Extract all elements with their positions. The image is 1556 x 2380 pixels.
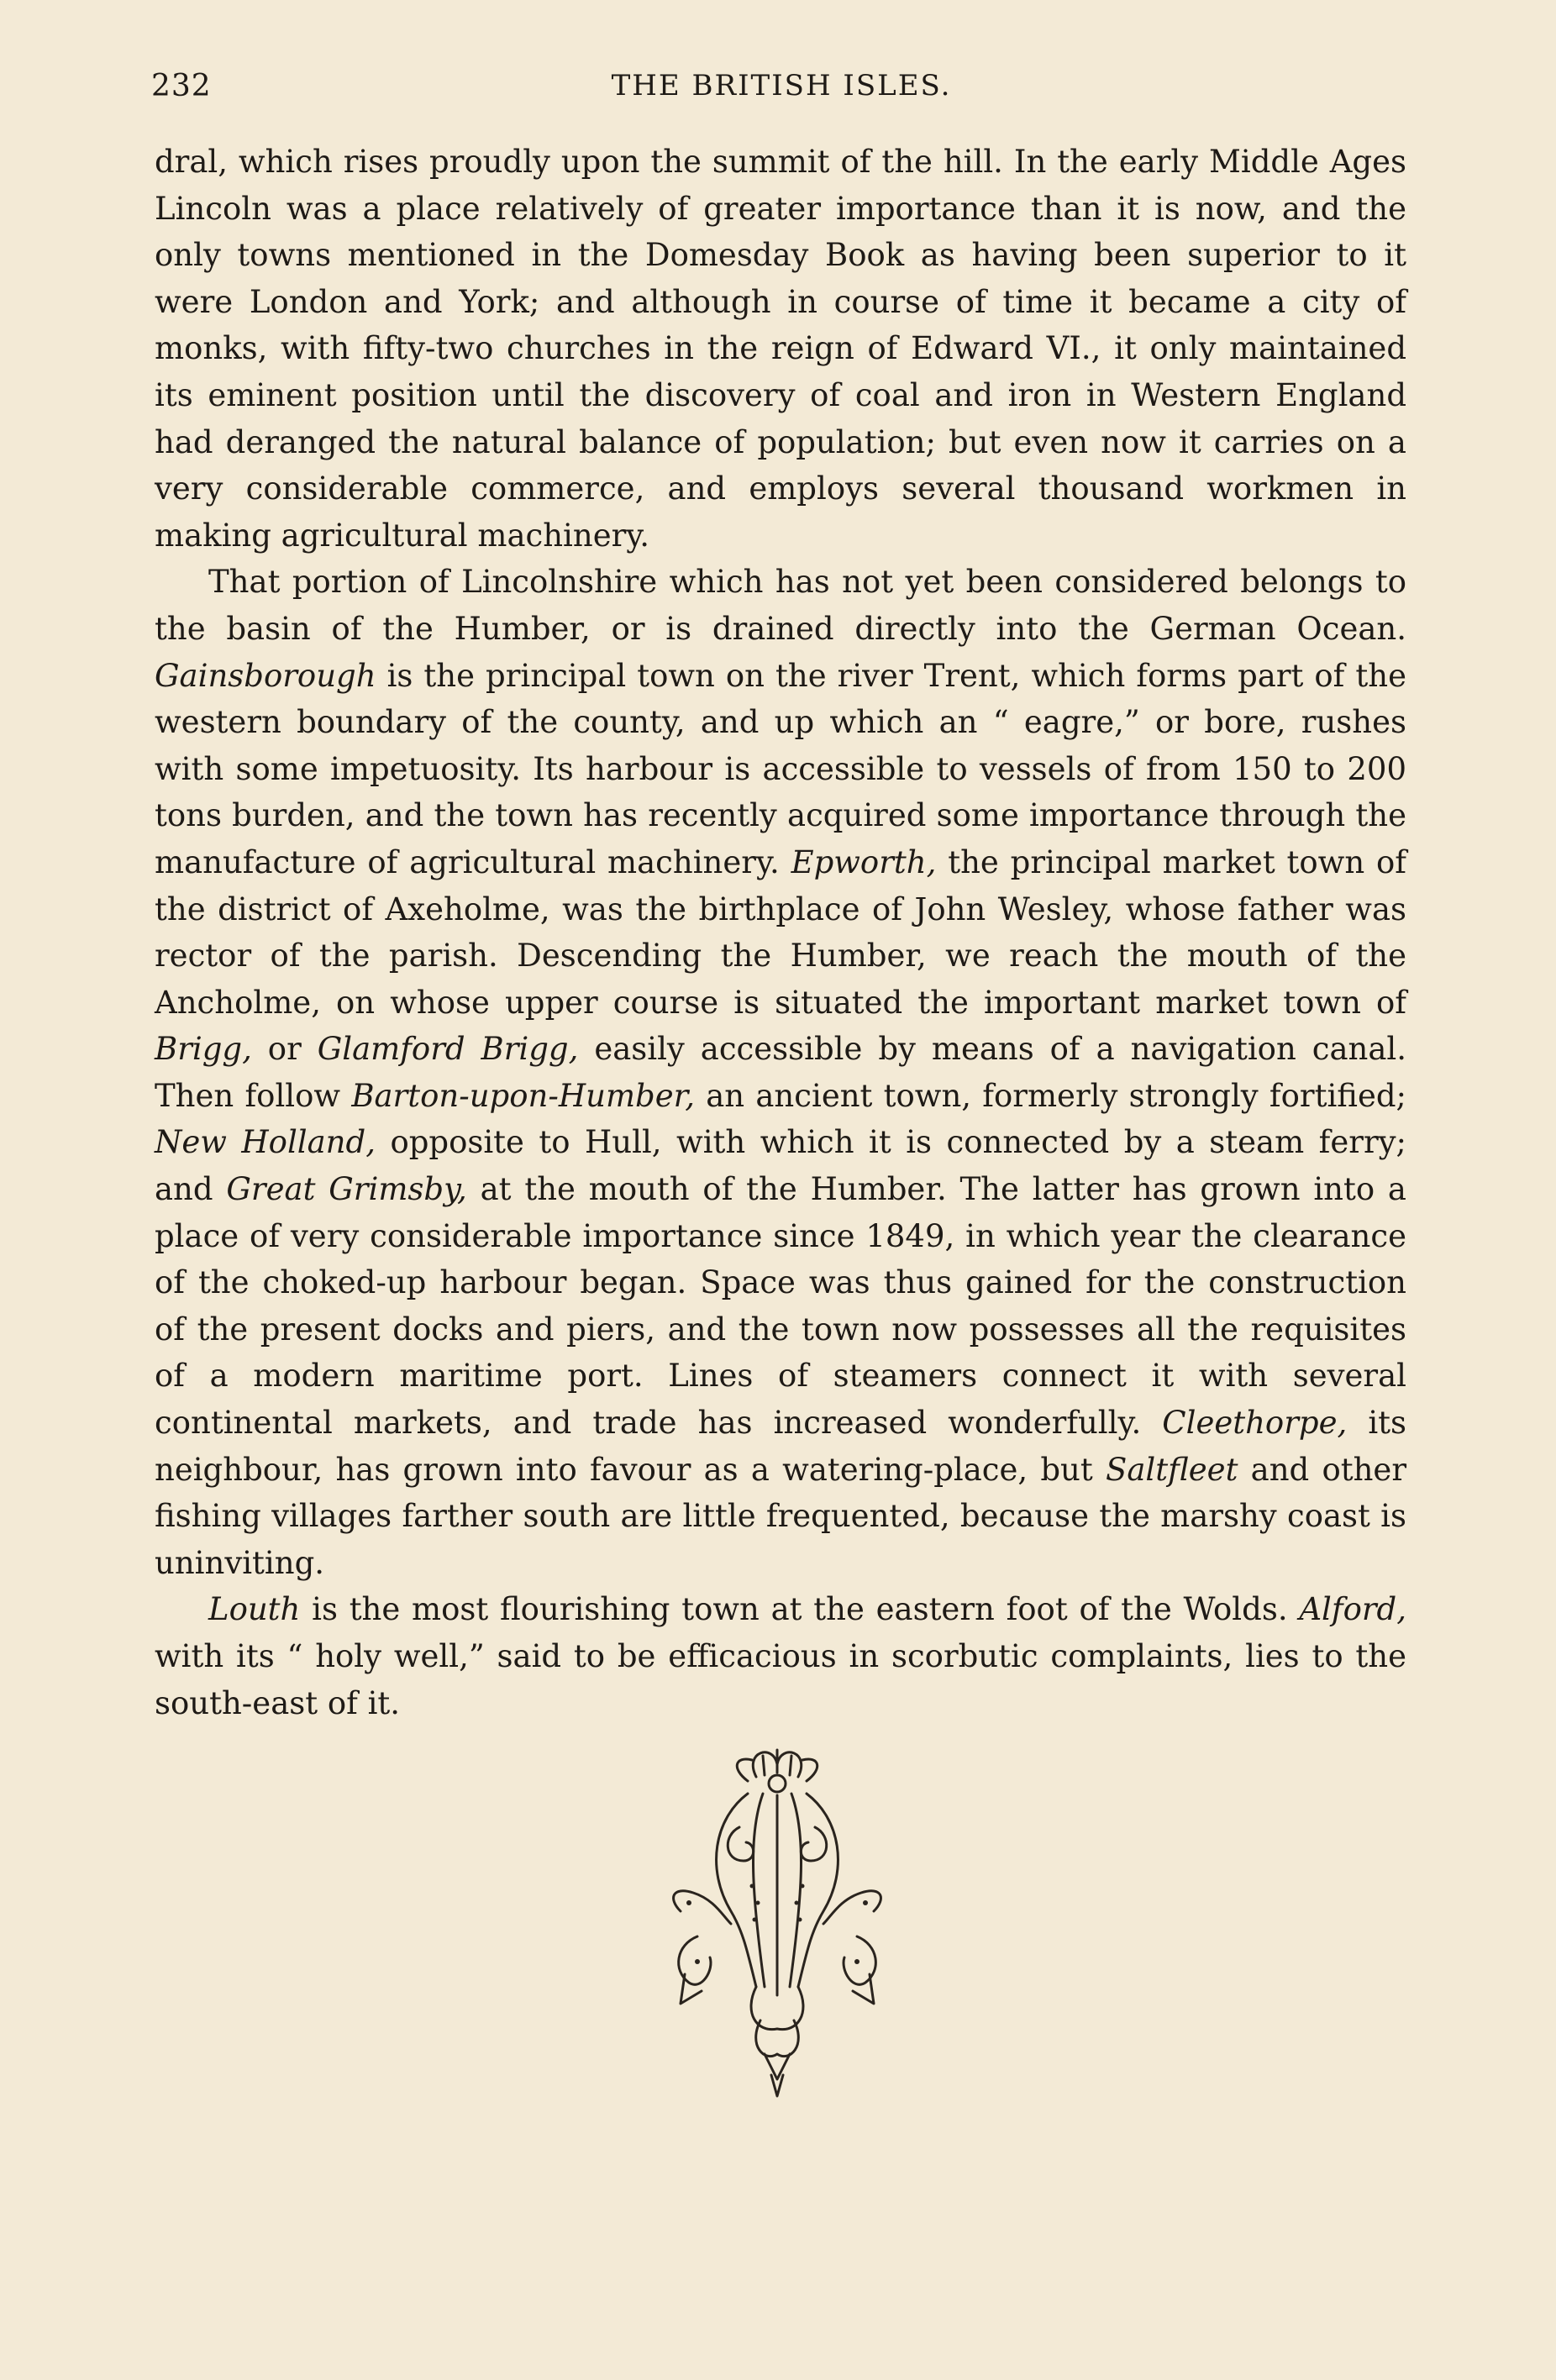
place-name: Saltfleet <box>1105 1451 1238 1488</box>
text-run: That portion of Lincolnshire which has not yet been considered belongs to the basin of the Humber, or is drained directly into the German Ocean. <box>155 564 1406 647</box>
place-name: Epworth, <box>791 843 937 880</box>
running-title: THE BRITISH ISLES. <box>611 69 952 102</box>
body-text <box>155 139 1406 1726</box>
place-name: Gainsborough <box>155 657 376 694</box>
paragraph-3 <box>155 1586 1406 1726</box>
place-name: Cleethorpe, <box>1162 1405 1348 1442</box>
text-run: is the most flourishing town at the eastern foot of the Wolds. <box>300 1591 1300 1628</box>
text-run: its neighbour, has grown into favour as a watering-place, but <box>155 1405 1407 1488</box>
floral-tailpiece-ornament-icon <box>664 1743 891 2113</box>
paragraph-1 <box>155 139 1406 559</box>
place-name: Alford, <box>1299 1591 1406 1628</box>
text-run: the principal market town of the district of Axeholme, was the birthplace of John Wesley, whose father was rector of the parish. Descending the Humber, we reach the mouth of the Ancholme, on whose upper course is situated the important market town of <box>155 843 1407 1021</box>
text-run: an ancient town, formerly strongly fortified; <box>695 1077 1407 1114</box>
page-number: 232 <box>151 69 212 103</box>
text-run: dral, which rises proudly upon the summit of the hill. In the early Middle Ages Lincoln was a place relatively of greater importance than it is now, and the only towns mentioned in the Domesday Book as having been superior to it were London and York; and although in course of time it became a city of monks, with fifty-two churches in the reign of Edward VI., it only maintained its eminent position until the discovery of coal and iron in Western England had deranged the natural balance of population; but even now it carries on a very considerable commerce, and employs several thousand workmen in making agricultural machinery. <box>155 144 1406 554</box>
page-header <box>151 69 1411 116</box>
place-name: New Holland, <box>155 1124 376 1161</box>
text-run: with its “ holy well,” said to be efficacious in scorbutic complaints, lies to the south-east of it. <box>155 1638 1406 1721</box>
place-name: Brigg, <box>155 1031 252 1068</box>
place-name: Louth <box>208 1591 301 1628</box>
text-run: is the principal town on the river Trent, which forms part of the western boundary of the county, and up which an “ eagre,” or bore, rushes with some impetuosity. Its harbour is accessible to vessels of from 150 to 200 tons burden, and the town has recently acquired some importance through the manufacture of agricultural machinery. <box>155 657 1406 880</box>
text-run: and other fishing villages farther south are little frequented, because the marshy coast is uninviting. <box>155 1451 1407 1581</box>
text-run: at the mouth of the Humber. The latter has grown into a place of very considerable importance since 1849, in which year the clearance of the choked-up harbour began. Space was thus gained for the construction of the present docks and piers, and the town now possesses all the requisites of a modern maritime port. Lines of steamers connect it with several continental markets, and trade has increased wonderfully. <box>155 1171 1406 1442</box>
place-name: Great Grimsby, <box>226 1171 467 1208</box>
paragraph-2 <box>155 559 1406 1586</box>
text-run: opposite to Hull, with which it is connected by a steam ferry; and <box>155 1124 1407 1208</box>
place-name: Glamford Brigg, <box>317 1031 579 1068</box>
place-name: Barton-upon-Humber, <box>351 1077 695 1114</box>
text-run: or <box>251 1031 318 1068</box>
text-run: easily accessible by means of a navigation canal. Then follow <box>155 1031 1406 1114</box>
